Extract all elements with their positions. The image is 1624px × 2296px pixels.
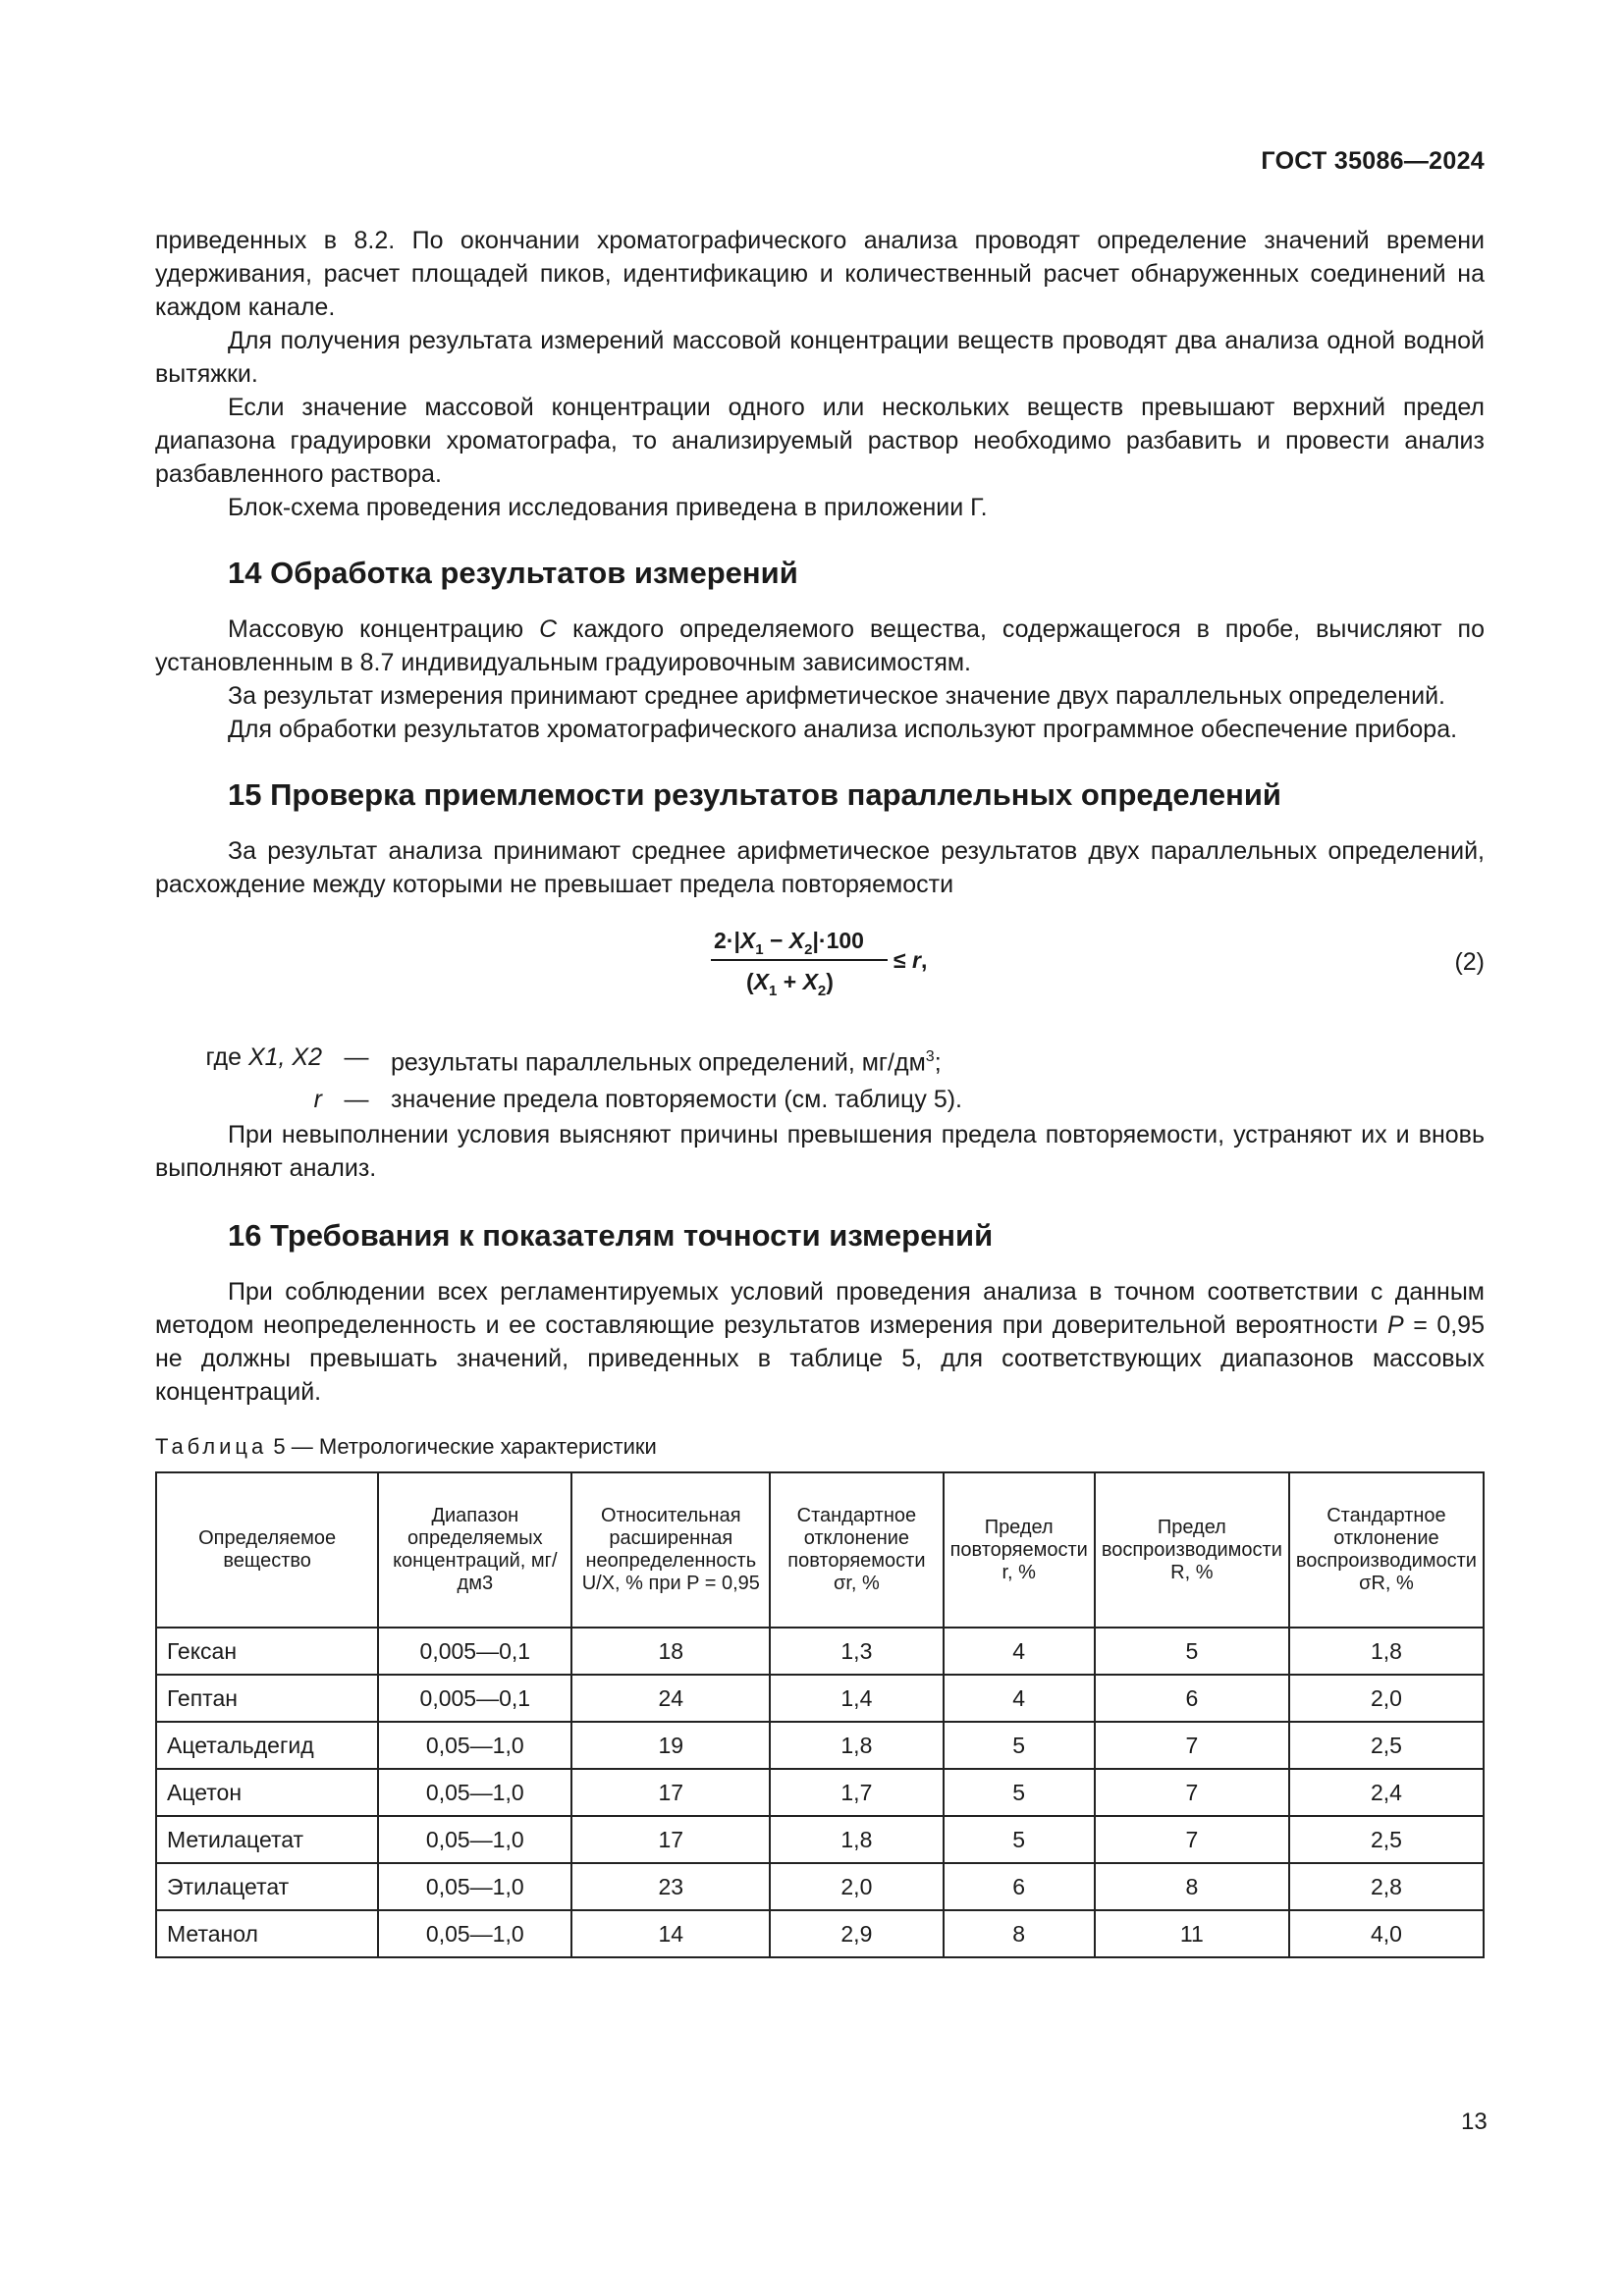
table-cell: Ацетальдегид [156,1722,378,1769]
column-header: Диапазон определяемых концентраций, мг/дм3 [378,1472,571,1628]
table-cell: 8 [1095,1863,1289,1910]
column-header: Стандартное отклонение воспроизводимости σR, % [1289,1472,1484,1628]
paragraph: При соблюдении всех регламентируемых условий проведения анализа в точном соответствии с данным методом неопределенность и ее составляющие результатов измерения при доверительной вероятности P = 0,95 не должны превышать значений, приведенных в таблице 5, для соответствующих диапазонов массовых концентраций. [155,1278,1485,1407]
paragraph: приведенных в 8.2. По окончании хроматографического анализа проводят определение значений времени удерживания, расчет площадей пиков, идентификацию и количественный расчет обнаруженных соединений на каждом канале. [155,227,1485,321]
section-14-title: 14 Обработка результатов измерений [228,556,798,590]
table-cell: 6 [944,1863,1095,1910]
table-row [156,1628,1484,1675]
table-cell: 5 [944,1722,1095,1769]
paragraph: За результат измерения принимают среднее арифметическое значение двух параллельных определений. [228,682,1445,710]
table-cell: 0,05—1,0 [378,1722,571,1769]
table-cell: 2,8 [1289,1863,1484,1910]
table-cell: 0,05—1,0 [378,1910,571,1957]
paragraph: Массовую концентрацию C каждого определяемого вещества, содержащегося в пробе, вычисляют по установленным в 8.7 индивидуальным градуировочным зависимостям. [155,615,1486,676]
table-cell: 2,0 [770,1863,943,1910]
table-cell: Гексан [156,1628,378,1675]
column-header: Стандартное отклонение повторяемости σr, % [770,1472,943,1628]
table-cell: 1,8 [1289,1628,1484,1675]
where-row: r — значение предела повторяемости (см. таблицу 5). [313,1086,962,1114]
table-cell: 0,05—1,0 [378,1769,571,1816]
metrological-table [155,1471,1485,1958]
where-block [155,1039,1485,1118]
table-cell: 5 [1095,1628,1289,1675]
table-cell: Метанол [156,1910,378,1957]
table-cell: 1,7 [770,1769,943,1816]
column-header: Определяемое вещество [156,1472,378,1628]
table-cell: 2,9 [770,1910,943,1957]
column-header: Предел повторяемости r, % [944,1472,1095,1628]
table-cell: Ацетон [156,1769,378,1816]
table-cell: 2,5 [1289,1722,1484,1769]
table-cell: 18 [571,1628,770,1675]
table-row [156,1863,1484,1910]
paragraph: Для обработки результатов хроматографического анализа используют программное обеспечение прибора. [228,716,1458,743]
table-cell: 0,05—1,0 [378,1863,571,1910]
table-cell: 4 [944,1675,1095,1722]
table-cell: Гептан [156,1675,378,1722]
table-cell: 1,3 [770,1628,943,1675]
table-cell: 7 [1095,1769,1289,1816]
column-header: Относительная расширенная неопределенность U/X, % при P = 0,95 [571,1472,770,1628]
table-cell: 5 [944,1769,1095,1816]
table-cell: 8 [944,1910,1095,1957]
table-cell: Этилацетат [156,1863,378,1910]
table-cell: 0,005—0,1 [378,1628,571,1675]
formula-number: (2) [1454,948,1485,976]
page-content [155,224,1485,1958]
table-cell: 23 [571,1863,770,1910]
table-cell: 5 [944,1816,1095,1863]
table-cell: 24 [571,1675,770,1722]
table-cell: 14 [571,1910,770,1957]
table-cell: 7 [1095,1722,1289,1769]
table-row [156,1675,1484,1722]
document-header: ГОСТ 35086—2024 [1261,147,1485,175]
formula-block [155,919,1485,1013]
table-cell: 6 [1095,1675,1289,1722]
section-16-title: 16 Требования к показателям точности измерений [228,1218,994,1254]
table-cell: 1,8 [770,1816,943,1863]
table-cell: 2,4 [1289,1769,1484,1816]
table-row [156,1769,1484,1816]
table-cell: 0,005—0,1 [378,1675,571,1722]
table-caption: Таблица 5 — Метрологические характеристики [155,1434,657,1460]
paragraph: Для получения результата измерений массовой концентрации веществ проводят два анализа одной водной вытяжки. [155,327,1485,388]
table-cell: 17 [571,1816,770,1863]
table-cell: 19 [571,1722,770,1769]
table-cell: 11 [1095,1910,1289,1957]
table-cell: 1,8 [770,1722,943,1769]
svg-text:(X1 + X2): $(X_1 + X_2)$ [746,969,834,999]
section-15-title: 15 Проверка приемлемости результатов параллельных определений [228,777,1281,812]
table-cell: 1,4 [770,1675,943,1722]
table-cell: 4,0 [1289,1910,1484,1957]
table-row [156,1816,1484,1863]
table-cell: 7 [1095,1816,1289,1863]
table-row [156,1910,1484,1957]
paragraph: При невыполнении условия выясняют причины превышения предела повторяемости, устраняют их и вновь выполняют анализ. [155,1121,1485,1183]
repeatability-formula [709,919,945,1013]
where-row: где X1, X2 — результаты параллельных определений, $мг/дм^3$; [205,1043,942,1077]
paragraph: Блок-схема проведения исследования приведена в приложении Г. [228,494,988,521]
table-cell: Метилацетат [156,1816,378,1863]
paragraph: Если значение массовой концентрации одного или нескольких веществ превышают верхний предел диапазона градуировки хроматографа, то анализируемый раствор необходимо разбавить и провести анализ разбавленного раствора. [155,394,1485,488]
page-number: 13 [1461,2109,1488,2135]
paragraph: За результат анализа принимают среднее арифметическое результатов двух параллельных определений, расхождение между которыми не превышает предела повторяемости [155,837,1485,898]
table-cell: 17 [571,1769,770,1816]
table-cell: 0,05—1,0 [378,1816,571,1863]
svg-text:2·|X1 − X2|·100: $2\cdot|X_1 - X_2|\cdot 100$ [714,928,864,958]
table-cell: 4 [944,1628,1095,1675]
svg-text:≤ r,: ≤ r, [893,947,928,973]
table-cell: 2,0 [1289,1675,1484,1722]
table-row [156,1722,1484,1769]
table-cell: 2,5 [1289,1816,1484,1863]
column-header: Предел воспроизводимости R, % [1095,1472,1289,1628]
